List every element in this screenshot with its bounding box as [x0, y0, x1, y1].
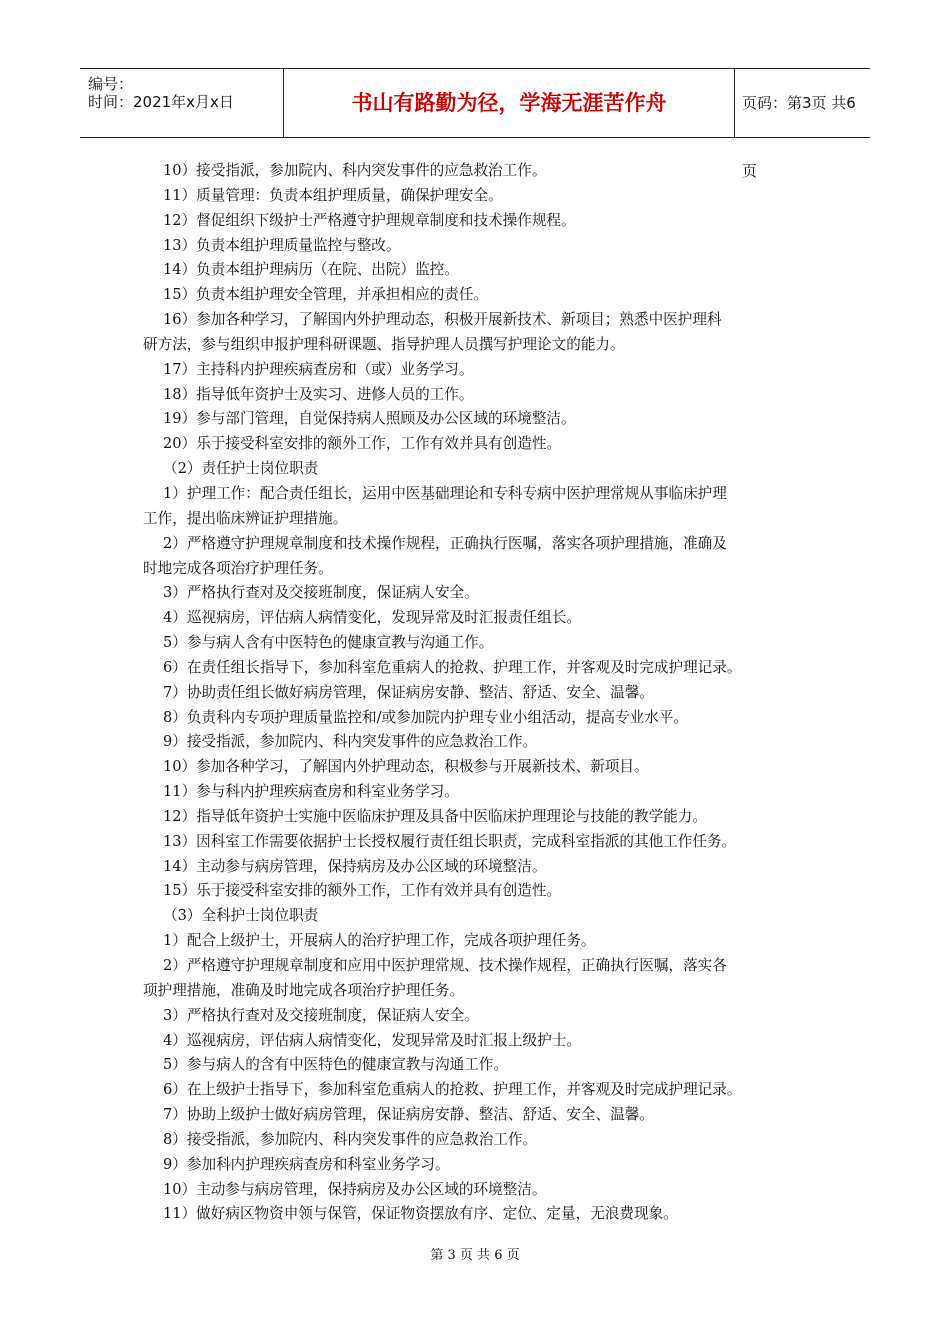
body-line: 14）主动参与病房管理，保持病房及办公区域的环境整洁。 [163, 857, 547, 875]
document-body [143, 159, 823, 1227]
body-line: 10）接受指派，参加院内、科内突发事件的应急救治工作。 [163, 162, 547, 179]
body-line: 19）参与部门管理，自觉保持病人照顾及办公区域的环境整洁。 [163, 410, 576, 428]
body-line: 项护理措施，准确及时地完成各项治疗护理任务。 [143, 981, 465, 999]
body-line: 8）接受指派，参加院内、科内突发事件的应急救治工作。 [163, 1130, 538, 1148]
body-line: 10）主动参与病房管理，保持病房及办公区域的环境整洁。 [163, 1180, 547, 1198]
body-line: 16）参加各种学习，了解国内外护理动态，积极开展新技术、新项目；熟悉中医护理科 [163, 311, 722, 329]
body-line: 20）乐于接受科室安排的额外工作，工作有效并具有创造性。 [163, 435, 562, 453]
body-line: 11）质量管理：负责本组护理质量，确保护理安全。 [163, 186, 503, 204]
body-line: 6）在责任组长指导下，参加科室危重病人的抢救、护理工作，并客观及时完成护理记录。 [163, 658, 742, 676]
body-line: 14）负责本组护理病历（在院、出院）监控。 [163, 261, 459, 279]
body-line: 时地完成各项治疗护理任务。 [143, 559, 333, 577]
section-heading: （2）责任护士岗位职责 [163, 460, 319, 478]
time-label: 时间：2021年x月x日 [88, 93, 234, 111]
body-line: 研方法，参与组织申报护理科研课题、指导护理人员撰写护理论文的能力。 [143, 335, 625, 353]
body-line: 5）参与病人的含有中医特色的健康宣教与沟通工作。 [163, 1056, 508, 1074]
number-label: 编号： [88, 75, 134, 93]
header-motto-cell [283, 69, 735, 137]
header-page-label: 页码：第3页 共6页 [742, 94, 856, 180]
body-line: 9）参加科内护理疾病查房和科室业务学习。 [163, 1155, 450, 1173]
body-line: 8）负责科内专项护理质量监控和/或参加院内护理专业小组活动，提高专业水平。 [163, 708, 688, 726]
body-line: 13）负责本组护理质量监控与整改。 [163, 236, 401, 254]
body-line: 12）指导低年资护士实施中医临床护理及具备中医临床护理理论与技能的教学能力。 [163, 807, 707, 825]
motto-text: 书山有路勤为径，学海无涯苦作舟 [351, 91, 667, 115]
body-line: 15）负责本组护理安全管理，并承担相应的责任。 [163, 286, 489, 304]
body-line: 7）协助上级护士做好病房管理，保证病房安静、整洁、舒适、安全、温馨。 [163, 1106, 654, 1124]
body-line: 3）严格执行查对及交接班制度，保证病人安全。 [163, 584, 479, 602]
header-meta [80, 69, 283, 137]
body-line: 10）参加各种学习，了解国内外护理动态，积极参与开展新技术、新项目。 [163, 758, 649, 776]
page-footer: 第 3 页 共 6 页 [430, 1248, 520, 1263]
body-line: 6）在上级护士指导下，参加科室危重病人的抢救、护理工作，并客观及时完成护理记录。 [163, 1081, 742, 1099]
body-line: 3）严格执行查对及交接班制度，保证病人安全。 [163, 1006, 479, 1024]
body-line: 17）主持科内护理疾病查房和（或）业务学习。 [163, 360, 474, 378]
body-line: 12）督促组织下级护士严格遵守护理规章制度和技术操作规程。 [163, 211, 576, 229]
body-line: 7）协助责任组长做好病房管理，保证病房安静、整洁、舒适、安全、温馨。 [163, 683, 654, 701]
body-line: 11）参与科内护理疾病查房和科室业务学习。 [163, 783, 459, 801]
section-heading: （3）全科护士岗位职责 [163, 907, 319, 925]
body-line: 5）参与病人含有中医特色的健康宣教与沟通工作。 [163, 634, 494, 652]
body-line: 4）巡视病房，评估病人病情变化，发现异常及时汇报责任组长。 [163, 609, 581, 627]
body-line: 9）接受指派，参加院内、科内突发事件的应急救治工作。 [163, 733, 538, 751]
body-line: 15）乐于接受科室安排的额外工作，工作有效并具有创造性。 [163, 882, 562, 900]
body-line: 工作，提出临床辨证护理措施。 [143, 509, 348, 527]
header-page-cell [734, 69, 870, 180]
body-line: 1）护理工作：配合责任组长，运用中医基础理论和专科专病中医护理常规从事临床护理 [163, 484, 727, 502]
body-line: 13）因科室工作需要依据护士长授权履行责任组长职责，完成科室指派的其他工作任务。 [163, 832, 737, 850]
body-line: 18）指导低年资护士及实习、进修人员的工作。 [163, 385, 474, 403]
body-line: 2）严格遵守护理规章制度和应用中医护理常规、技术操作规程，正确执行医嘱，落实各 [163, 957, 727, 974]
body-line: 1）配合上级护士，开展病人的治疗护理工作，完成各项护理任务。 [163, 932, 596, 950]
body-line: 4）巡视病房，评估病人病情变化，发现异常及时汇报上级护士。 [163, 1031, 581, 1049]
body-line: 2）严格遵守护理规章制度和技术操作规程，正确执行医嘱，落实各项护理措施，准确及 [163, 534, 727, 552]
body-line: 11）做好病区物资申领与保管，保证物资摆放有序、定位、定量，无浪费现象。 [163, 1205, 678, 1223]
